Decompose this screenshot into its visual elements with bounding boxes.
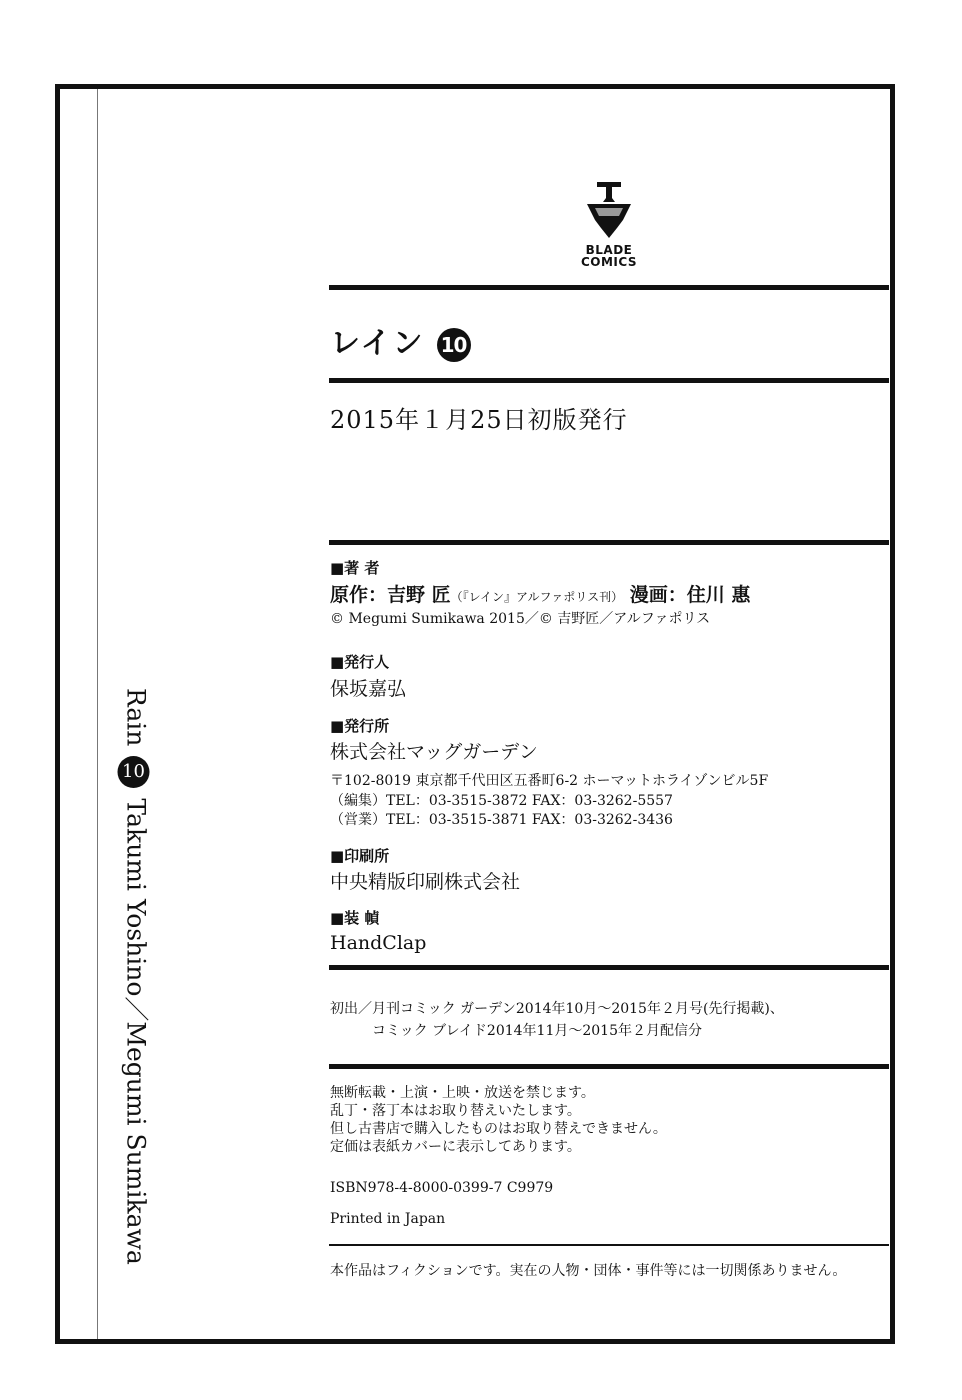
publisher-person: 保坂嘉弘 (330, 678, 407, 700)
spine-authors: Takumi Yoshino／Megumi Sumikawa (121, 798, 151, 1265)
logo-text-line1: BLADE (585, 243, 633, 257)
logo-text-line2: COMICS (580, 255, 638, 269)
original-note: （『レイン』アルファポリス刊） (450, 590, 624, 604)
notice-line: 但し古書店で購入したものはお取り替えできません。 (330, 1121, 667, 1137)
publisher-address: 〒102-8019 東京都千代田区五番町6-2 ホーマットホライゾンビル5F (330, 773, 769, 789)
author-credits (330, 580, 750, 607)
spine-volume-badge: 10 (118, 756, 150, 788)
notice-line: 乱丁・落丁本はお取り替えいたします。 (330, 1103, 581, 1119)
rule-credits (329, 540, 889, 545)
manga-artist: 漫画：住川 惠 (629, 584, 751, 606)
title-text: レイン (330, 326, 425, 361)
original-author: 原作：吉野 匠 (330, 584, 451, 606)
first-pub-line2: コミック ブレイド2014年11月～2015年２月配信分 (372, 1023, 702, 1039)
sales-contact: （営業）TEL：03-3515-3871 FAX：03-3262-3436 (330, 812, 673, 828)
spine-divider (97, 89, 98, 1339)
printed-in: Printed in Japan (330, 1211, 446, 1227)
author-heading: ■著 者 (330, 559, 380, 577)
rule-notices (329, 1064, 889, 1069)
notice-line: 定価は表紙カバーに表示してあります。 (330, 1139, 581, 1155)
design-heading: ■装 幀 (330, 909, 380, 927)
printer-heading: ■印刷所 (330, 847, 390, 865)
rule-first-pub (329, 965, 889, 970)
printer-name: 中央精版印刷株式会社 (330, 871, 521, 893)
publisher-name: 株式会社マッグガーデン (330, 741, 538, 763)
edit-contact: （編集）TEL：03-3515-3872 FAX：03-3262-5557 (330, 793, 673, 809)
rule-top (329, 285, 889, 290)
spine-text (118, 688, 156, 1265)
first-pub-line1: 初出／月刊コミック ガーデン2014年10月～2015年２月号(先行掲載)、 (330, 1001, 784, 1017)
design-credit: HandClap (330, 932, 427, 954)
publisher-logo (572, 180, 646, 268)
logo-mark-icon (579, 180, 639, 240)
publish-date: 2015年１月25日初版発行 (330, 406, 628, 434)
fiction-disclaimer: 本作品はフィクションです。実在の人物・団体・事件等には一切関係ありません。 (330, 1263, 847, 1279)
rule-title (329, 378, 889, 383)
copyright-line: © Megumi Sumikawa 2015／© 吉野匠／アルファポリス (330, 611, 711, 627)
book-title (330, 318, 471, 362)
isbn: ISBN978-4-8000-0399-7 C9979 (330, 1180, 554, 1196)
rule-fiction (329, 1244, 889, 1246)
notice-line: 無断転載・上演・上映・放送を禁じます。 (330, 1085, 595, 1101)
publisher-heading: ■発行所 (330, 717, 390, 735)
spine-title: Rain (121, 688, 151, 747)
publisher-person-heading: ■発行人 (330, 653, 390, 671)
volume-badge: 10 (437, 328, 471, 362)
